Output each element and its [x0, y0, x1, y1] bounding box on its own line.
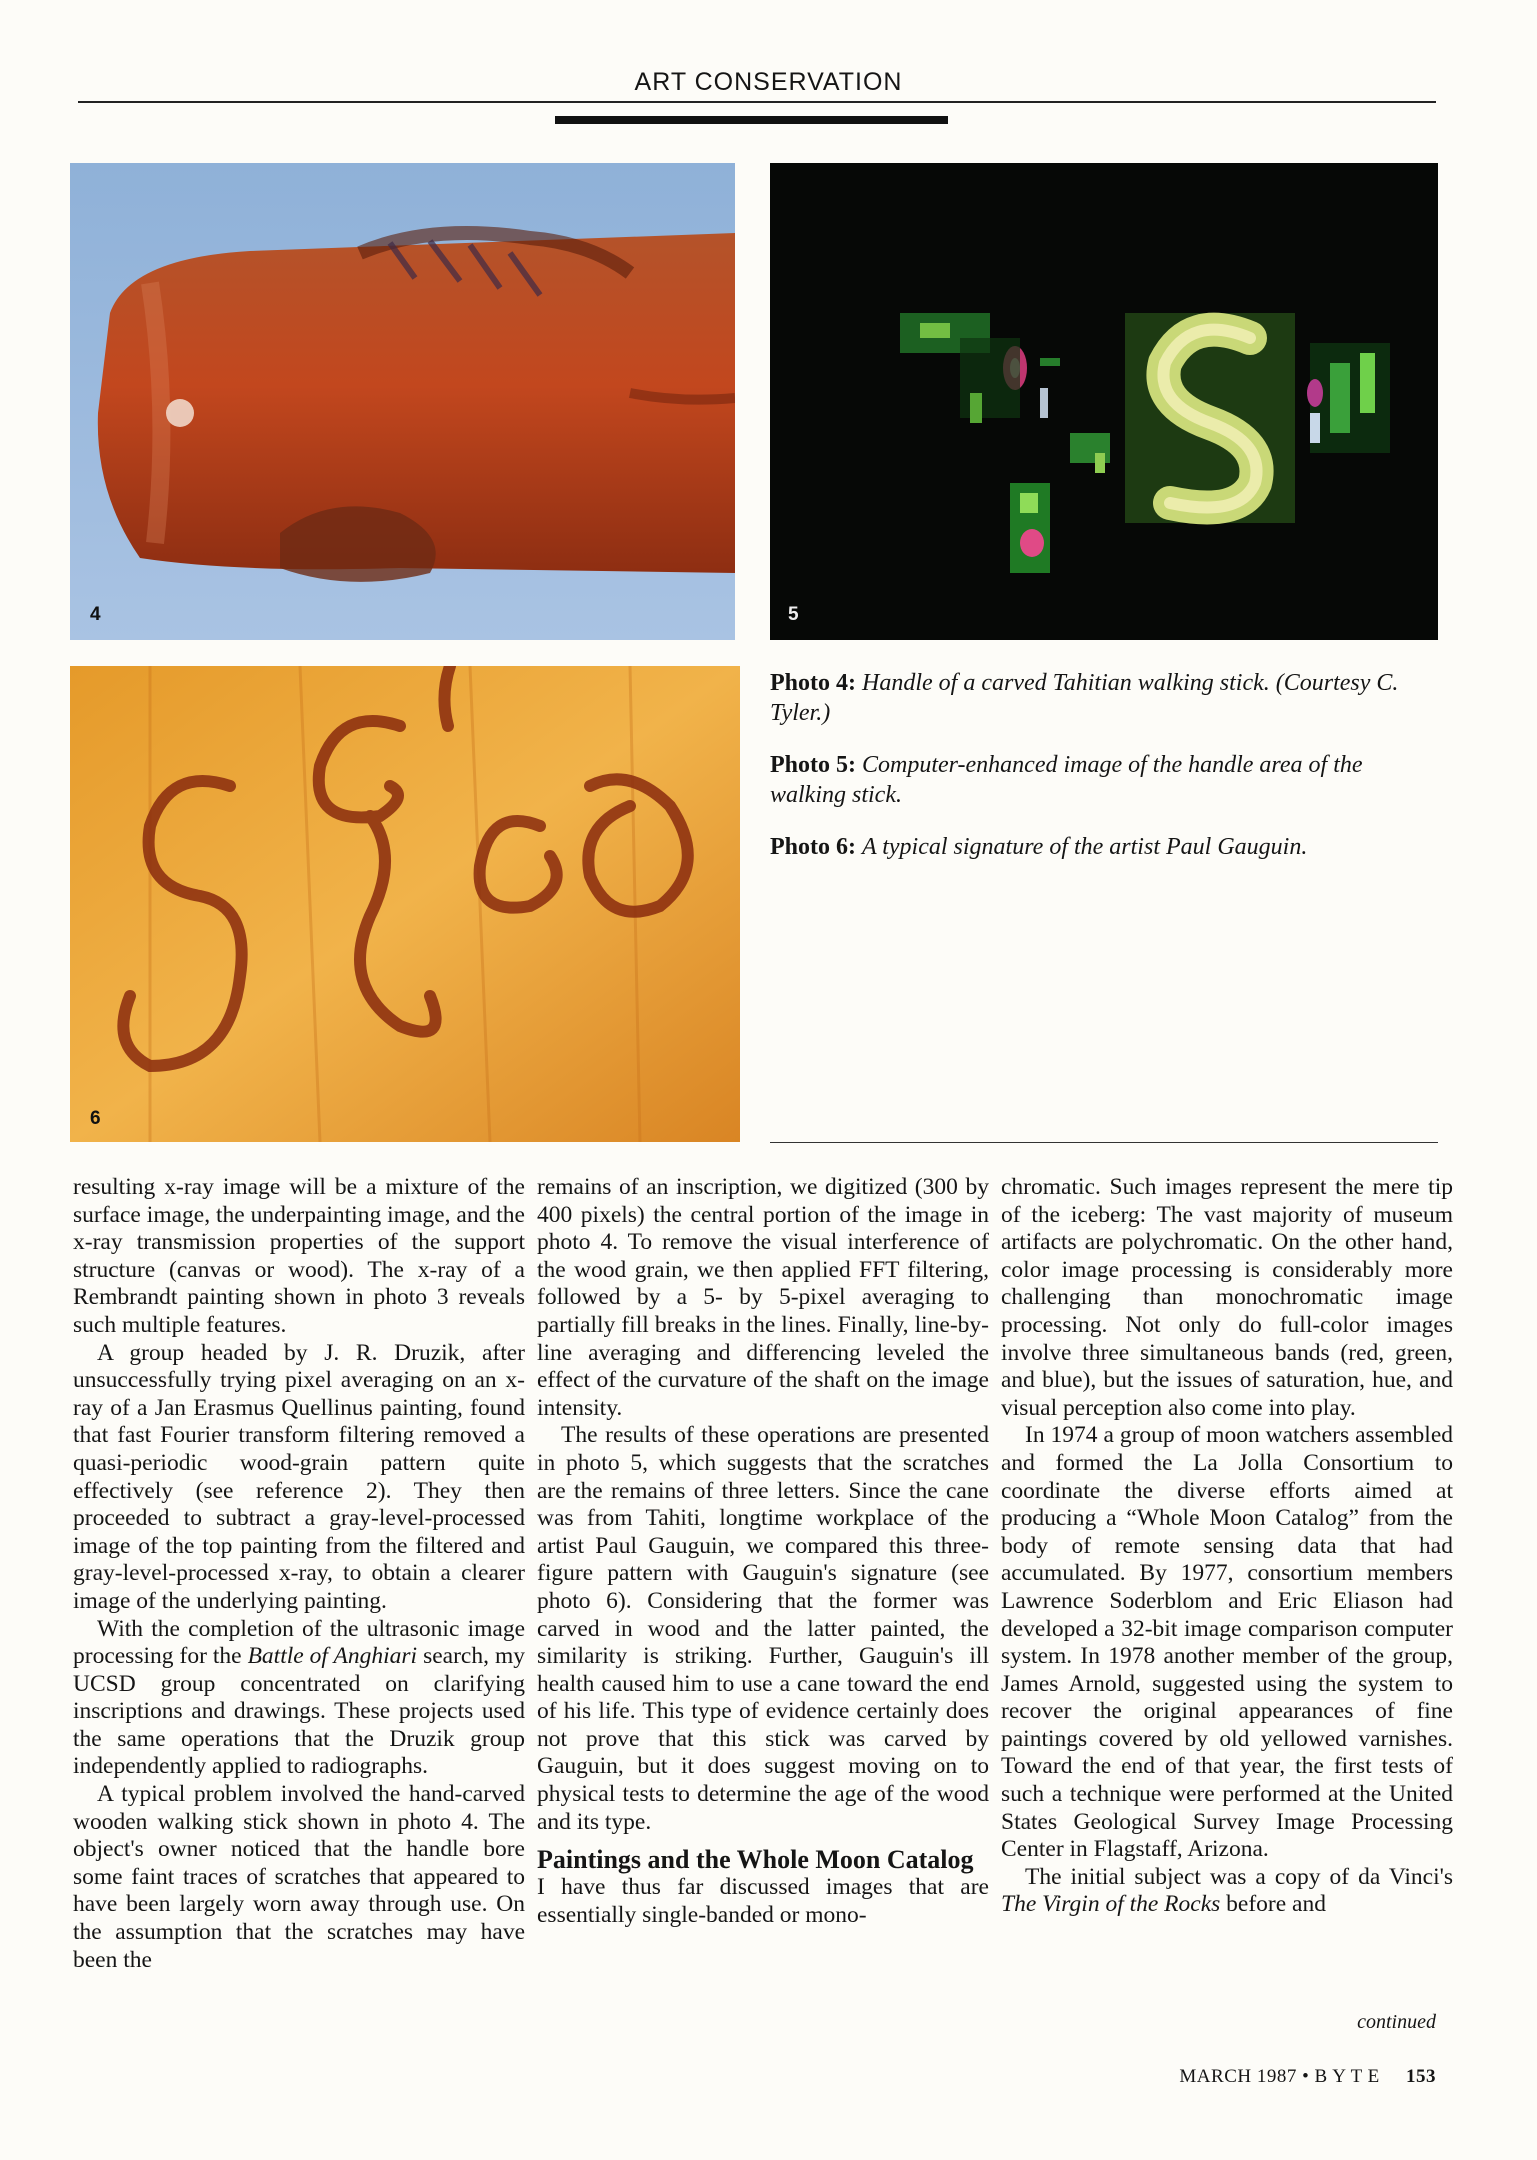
- header-bar: [555, 116, 948, 124]
- section-title: ART CONSERVATION: [634, 68, 903, 96]
- photo-6-gauguin-signature: [70, 666, 740, 1142]
- caption-photo-5: Photo 5: Computer-enhanced image of the handle area of the walking stick.: [770, 752, 1363, 808]
- photo-6-number: 6: [90, 1108, 101, 1129]
- photo-captions: [770, 668, 1430, 884]
- paragraph: remains of an inscription, we digitized (300 by 400 pixels) the central portion of the image in photo 4. To remove the visual interference of the wood grain, we then applied FFT filtering, followed by a 5- by 5-pixel averaging to partially fill breaks in the lines. Finally, line-by-line averaging and differencing leveled the effect of the curvature of the shaft on the image intensity.: [537, 1174, 989, 1421]
- paragraph: The initial subject was a copy of da Vinci's The Virgin of the Rocks before and: [1001, 1863, 1453, 1918]
- photo-5-number: 5: [788, 604, 799, 625]
- photo-5-enhanced-image: [770, 163, 1438, 640]
- footer-issue: MARCH 1987 • B Y T E: [1179, 2066, 1380, 2087]
- caption-rule: [770, 1142, 1438, 1143]
- paragraph: With the completion of the ultrasonic image processing for the Battle of Anghiari search, my UCSD group concentrated on clarifying inscriptions and drawings. These projects used the same operations that the Druzik group independently applied to radiographs.: [73, 1615, 525, 1780]
- page-number: 153: [1406, 2066, 1436, 2087]
- article-column-3: [1001, 1174, 1453, 1919]
- paragraph: A group headed by J. R. Druzik, after unsuccessfully trying pixel averaging on an x-ray of a Jan Erasmus Quellinus painting, found that fast Fourier transform filtering removed a quasi-periodic wood-grain pattern quite effectively (see reference 2). They then proceeded to subtract a gray-level-processed image of the top painting from the filtered and gray-level-processed x-ray, to obtain a clearer image of the underlying painting.: [73, 1339, 525, 1614]
- article-column-2: [537, 1174, 989, 1929]
- paragraph: I have thus far discussed images that are essentially single-banded or mono-: [537, 1874, 989, 1928]
- continued-label: continued: [1357, 2011, 1436, 2033]
- caption-photo-4: Photo 4: Handle of a carved Tahitian walking stick. (Courtesy C. Tyler.): [770, 670, 1399, 726]
- paragraph: In 1974 a group of moon watchers assembled and formed the La Jolla Consortium to coordinate the diverse efforts aimed at producing a “Whole Moon Catalog” from the body of remote sensing data that had accumulated. By 1977, consortium members Lawrence Soderblom and Eric Eliason had developed a 32-bit image comparison computer system. In 1978 another member of the group, James Arnold, suggested using the system to recover the original appearances of fine paintings covered by old yellowed varnishes. Toward the end of that year, the first tests of such a technique were performed at the United States Geological Survey Image Processing Center in Flagstaff, Arizona.: [1001, 1422, 1453, 1863]
- caption-photo-6: Photo 6: A typical signature of the artist Paul Gauguin.: [770, 834, 1308, 860]
- header-rule: [78, 101, 1436, 103]
- paragraph: resulting x-ray image will be a mixture of the surface image, the underpainting image, and the x-ray transmission properties of the support structure (canvas or wood). The x-ray of a Rembrandt painting shown in photo 3 reveals such multiple features.: [73, 1174, 525, 1338]
- page-footer: [1100, 2066, 1436, 2088]
- photo-4-number: 4: [90, 604, 101, 625]
- section-heading: Paintings and the Whole Moon Catalog: [537, 1845, 974, 1875]
- photo-4-walking-stick-handle: [70, 163, 735, 640]
- paragraph: A typical problem involved the hand-carved wooden walking stick shown in photo 4. The object's owner noticed that the handle bore some faint traces of scratches that appeared to have been largely worn away through use. On the assumption that the scratches may have been the: [73, 1781, 525, 1973]
- article-column-1: [73, 1174, 525, 1974]
- paragraph: The results of these operations are presented in photo 5, which suggests that the scratches are the remains of three letters. Since the cane was from Tahiti, longtime workplace of the artist Paul Gauguin, we compared this three-figure pattern with Gauguin's signature (see photo 6). Considering that the former was carved in wood and the latter painted, the similarity is striking. Further, Gauguin's ill health caused him to use a cane toward the end of his life. This type of evidence certainly does not prove that this stick was carved by Gauguin, but it does suggest moving on to physical tests to determine the age of the wood and its type.: [537, 1422, 989, 1835]
- paragraph: chromatic. Such images represent the mere tip of the iceberg: The vast majority of museum artifacts are polychromatic. On the other hand, color image processing is considerably more challenging than monochromatic image processing. Not only do full-color images involve three simultaneous bands (red, green, and blue), but the issues of saturation, hue, and visual perception also come into play.: [1001, 1174, 1453, 1421]
